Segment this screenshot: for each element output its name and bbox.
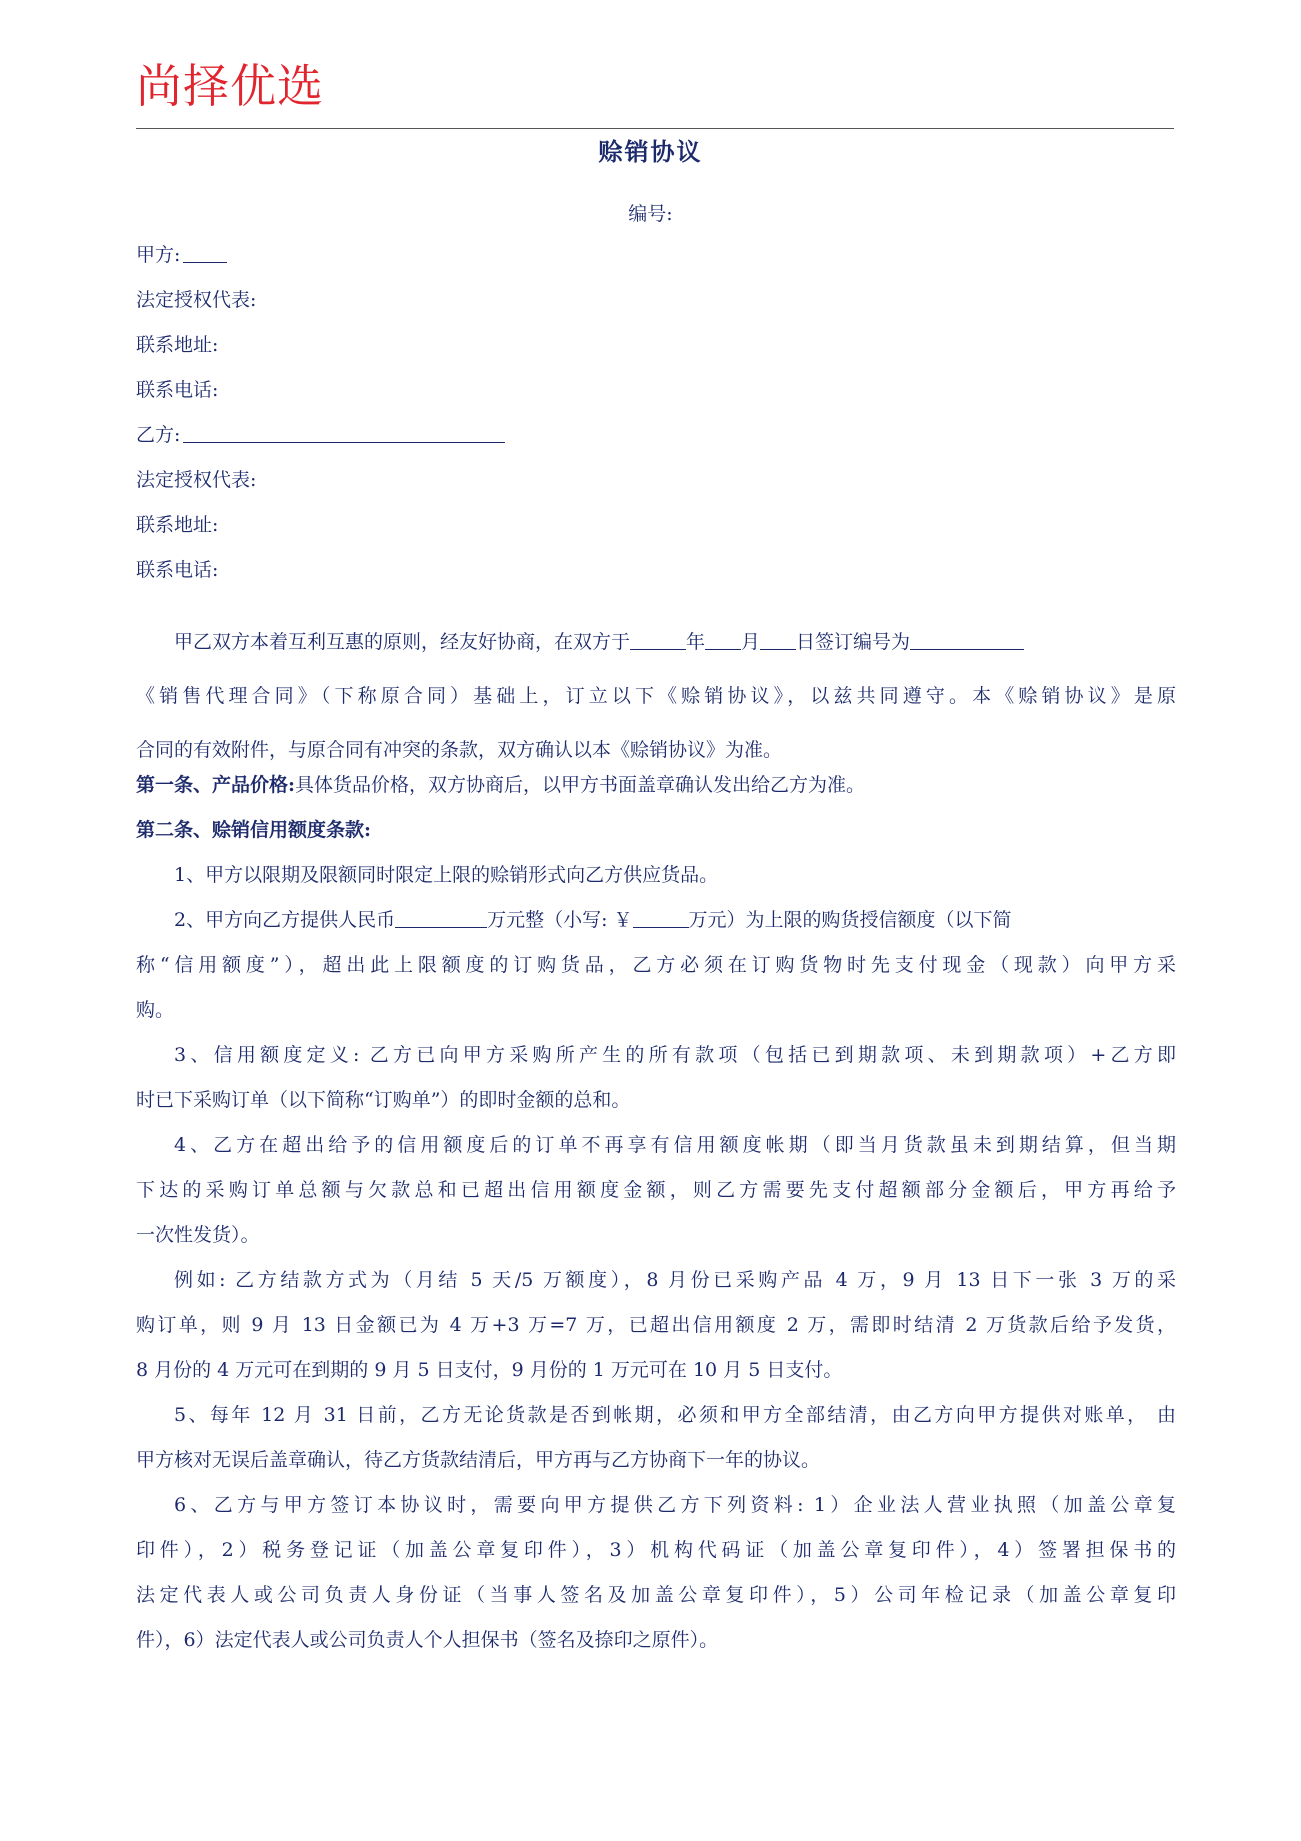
clause-2-5-line-1: 5、每年 12 月 31 日前，乙方无论货款是否到帐期，必须和甲方全部结清，由乙方向甲方提供对账单， 由: [174, 1404, 1176, 1426]
header-divider: [136, 128, 1174, 129]
clause-2-2-text-a: 2、甲方向乙方提供人民币: [174, 909, 396, 931]
credit-amount-figure-blank[interactable]: [633, 907, 689, 928]
example-line-2: 购订单，则 9 月 13 日金额已为 4 万+3 万=7 万，已超出信用额度 2 万，需即时结清 2 万货款后给予发货，: [136, 1314, 1176, 1336]
clause-2-2-text-c: 万元）为上限的购货授信额度（以下简: [688, 909, 1012, 931]
contract-number-blank[interactable]: [910, 629, 1024, 650]
clause-2-6-line-4: 件），6）法定代表人或公司负责人个人担保书（签名及捺印之原件）。: [136, 1629, 719, 1651]
document-title: 赊销协议: [598, 137, 703, 166]
party-a-field: [136, 240, 230, 270]
example-line-1: 例如: 乙方结款方式为（月结 5 天/5 万额度），8 月份已采购产品 4 万，9 月 13 日下一张 3 万的采: [174, 1269, 1176, 1291]
party-a-blank[interactable]: [183, 242, 227, 263]
party-b-phone-label: 联系电话:: [136, 559, 219, 581]
party-b-rep-label: 法定授权代表:: [136, 469, 257, 491]
year-blank[interactable]: [630, 629, 686, 650]
clause-2-5-line-2: 甲方核对无误后盖章确认，待乙方货款结清后，甲方再与乙方协商下一年的协议。: [136, 1449, 821, 1471]
brand-logo-text: 尚择优选: [136, 59, 324, 113]
clause-2-3-line-2: 时已下采购订单（以下简称“订购单”）的即时金额的总和。: [136, 1089, 631, 1111]
article-1: [136, 770, 1176, 800]
clause-2-6-line-1: 6、乙方与甲方签订本协议时，需要向甲方提供乙方下列资料: 1）企业法人营业执照（加盖公章复: [174, 1494, 1176, 1516]
clause-2-3-line-1: 3、信用额度定义: 乙方已向甲方采购所产生的所有款项（包括已到期款项、未到期款项）+乙方即: [174, 1044, 1176, 1066]
intro-line-2: 《销售代理合同》（下称原合同）基础上，订立以下《赊销协议》，以兹共同遵守。本《赊销协议》是原: [136, 685, 1176, 707]
intro-line-3: 合同的有效附件，与原合同有冲突的条款，双方确认以本《赊销协议》为准。: [136, 739, 783, 761]
year-label: 年: [686, 631, 706, 653]
party-a-phone-label: 联系电话:: [136, 379, 219, 401]
document-number-label: 编号:: [628, 203, 673, 225]
article-1-text: 具体货品价格，双方协商后，以甲方书面盖章确认发出给乙方为准。: [295, 774, 866, 796]
clause-2-2-line-3: 购。: [136, 999, 175, 1021]
clause-2-2-text-b: 万元整（小写: ￥: [487, 909, 633, 931]
clause-2-2-line-2: 称“信用额度”），超出此上限额度的订购货品，乙方必须在订购货物时先支付现金（现款）向甲方采: [136, 954, 1176, 976]
month-label: 月: [741, 631, 761, 653]
clause-2-6-line-2: 印件），2）税务登记证（加盖公章复印件），3）机构代码证（加盖公章复印件），4）签署担保书的: [136, 1539, 1176, 1561]
party-a-address-label: 联系地址:: [136, 334, 219, 356]
article-2-heading: 第二条、赊销信用额度条款:: [136, 819, 372, 841]
day-label: 日签订编号为: [796, 631, 911, 653]
party-a-label: 甲方:: [136, 244, 181, 266]
intro-text: 甲乙双方本着互利互惠的原则，经友好协商，在双方于: [174, 631, 631, 653]
clause-2-1: 1、甲方以限期及限额同时限定上限的赊销形式向乙方供应货品。: [174, 864, 719, 886]
party-b-field: [136, 420, 508, 450]
intro-line-1: [174, 627, 1176, 657]
party-b-label: 乙方:: [136, 424, 181, 446]
party-b-address-label: 联系地址:: [136, 514, 219, 536]
clause-2-4-line-3: 一次性发货）。: [136, 1224, 260, 1246]
clause-2-4-line-2: 下达的采购订单总额与欠款总和已超出信用额度金额，则乙方需要先支付超额部分金额后，甲方再给予: [136, 1179, 1176, 1201]
month-blank[interactable]: [705, 629, 741, 650]
example-line-3: 8 月份的 4 万元可在到期的 9 月 5 日支付，9 月份的 1 万元可在 10 月 5 日支付。: [136, 1359, 843, 1381]
party-a-rep-label: 法定授权代表:: [136, 289, 257, 311]
day-blank[interactable]: [760, 629, 796, 650]
clause-2-4-line-1: 4、乙方在超出给予的信用额度后的订单不再享有信用额度帐期（即当月货款虽未到期结算，但当期: [174, 1134, 1176, 1156]
credit-amount-blank[interactable]: [395, 907, 487, 928]
party-b-blank[interactable]: [183, 422, 505, 443]
clause-2-6-line-3: 法定代表人或公司负责人身份证（当事人签名及加盖公章复印件），5）公司年检记录（加盖公章复印: [136, 1584, 1176, 1606]
article-1-heading: 第一条、产品价格:: [136, 774, 296, 796]
clause-2-2-line-1: [174, 905, 1176, 935]
